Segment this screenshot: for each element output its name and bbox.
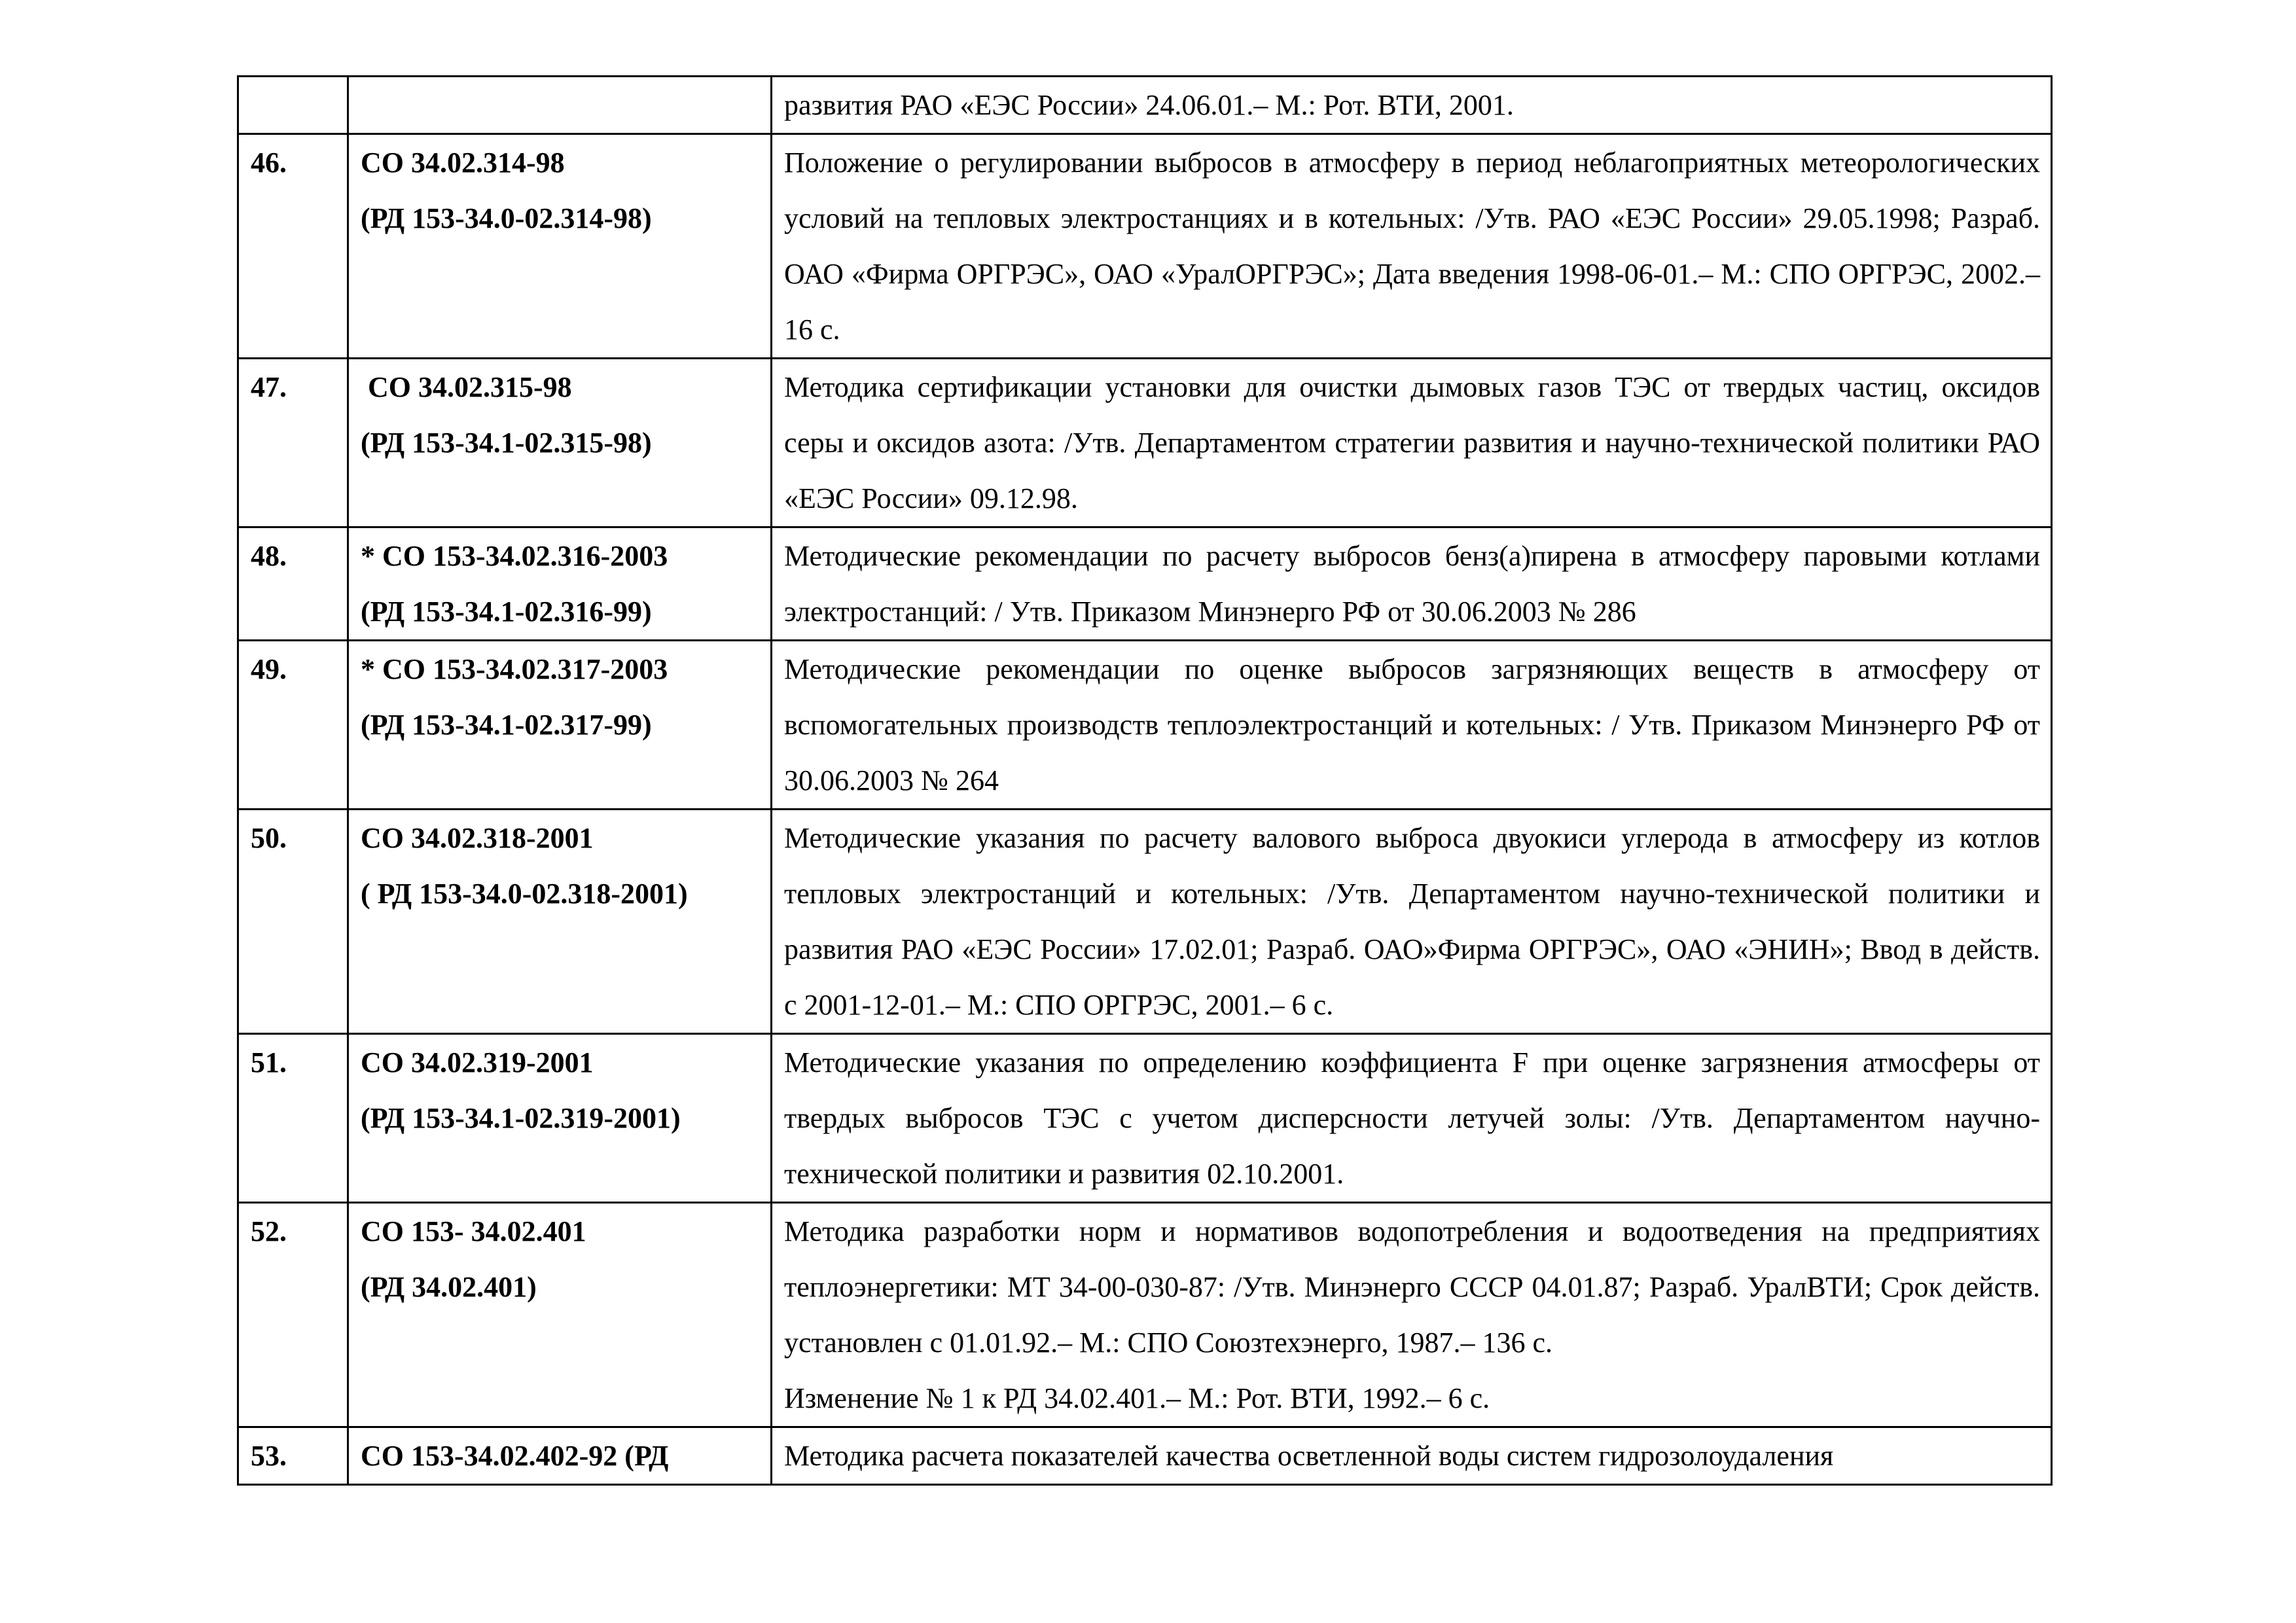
document-code-alt: (РД 153-34.1-02.316-99) <box>361 596 652 628</box>
document-description-cell <box>772 1203 2052 1427</box>
document-amendment: Изменение № 1 к РД 34.02.401.– М.: Рот. ВТИ, 1992.– 6 с. <box>784 1382 1490 1414</box>
standards-table <box>237 75 2053 1486</box>
document-description: Методические рекомендации по оценке выбросов загрязняющих веществ в атмосферу от вспомогательных производств теплоэлектростанций и котельных: / Утв. Приказом Минэнерго РФ от 30.06.2003 № 264 <box>784 653 2040 796</box>
document-code: СО 34.02.314-98 <box>361 147 565 179</box>
document-description: Положение о регулировании выбросов в атмосферу в период неблагоприятных метеорологических условий на тепловых электростанциях и в котельных: /Утв. РАО «ЕЭС России» 29.05.1998; Разраб. ОАО «Фирма ОРГРЭС», ОАО «УралОРГРЭС»; Дата введения 1998-06-01.– М.: СПО ОРГРЭС, 2002.– 16 с. <box>784 147 2040 346</box>
document-description: Методические указания по расчету валового выброса двуокиси углерода в атмосферу из котлов тепловых электростанций и котельных: /Утв. Департаментом научно-технической политики и развития РАО «ЕЭС России» 17.02.01; Разраб. ОАО»Фирма ОРГРЭС», ОАО «ЭНИН»; Ввод в действ. с 2001-12-01.– М.: СПО ОРГРЭС, 2001.– 6 с. <box>784 822 2040 1021</box>
document-description-cell <box>772 1034 2052 1203</box>
table-row <box>238 1427 2052 1485</box>
document-description-cell <box>772 1427 2052 1485</box>
table-row <box>238 810 2052 1034</box>
document-code-alt: (РД 153-34.1-02.317-99) <box>361 709 652 741</box>
table-row <box>238 527 2052 641</box>
document-code-alt: (РД 153-34.1-02.319-2001) <box>361 1102 681 1134</box>
document-code: СО 153- 34.02.401 <box>361 1215 586 1247</box>
document-description: Методика сертификации установки для очистки дымовых газов ТЭС от твердых частиц, оксидов серы и оксидов азота: /Утв. Департаментом стратегии развития и научно-технической политики РАО «ЕЭС России» 09.12.98. <box>784 371 2040 514</box>
document-description: Методика разработки норм и нормативов водопотребления и водоотведения на предприятиях теплоэнергетики: МТ 34-00-030-87: /Утв. Минэнерго СССР 04.01.87; Разраб. УралВТИ; Срок действ. установлен с 01.01.92.– М.: СПО Союзтехэнерго, 1987.– 136 с. <box>784 1215 2040 1359</box>
document-code: СО 34.02.319-2001 <box>361 1046 594 1079</box>
document-description: Методические указания по определению коэффициента F при оценке загрязнения атмосферы от твердых выбросов ТЭС с учетом дисперсности летучей золы: /Утв. Департаментом научно-технической политики и развития 02.10.2001. <box>784 1046 2041 1190</box>
document-code-cell <box>348 359 772 527</box>
table-row <box>238 1203 2052 1427</box>
document-code-cell <box>348 1427 772 1485</box>
row-number: 46. <box>238 134 348 359</box>
row-number <box>238 77 348 134</box>
table-body <box>238 77 2052 1485</box>
document-description-cell <box>772 641 2052 810</box>
document-code-cell <box>348 810 772 1034</box>
document-code-cell <box>348 77 772 134</box>
table-row <box>238 77 2052 134</box>
document-code: СО 34.02.315-98 <box>361 371 572 403</box>
document-code: СО 153-34.02.402-92 (РД <box>361 1440 669 1472</box>
row-number: 51. <box>238 1034 348 1203</box>
row-number: 50. <box>238 810 348 1034</box>
row-number: 53. <box>238 1427 348 1485</box>
document-code-cell <box>348 641 772 810</box>
row-number: 52. <box>238 1203 348 1427</box>
table-row <box>238 1034 2052 1203</box>
table-row <box>238 641 2052 810</box>
row-number: 48. <box>238 527 348 641</box>
document-code-alt: ( РД 153-34.0-02.318-2001) <box>361 878 688 910</box>
document-description: Методические рекомендации по расчету выбросов бенз(а)пирена в атмосферу паровыми котлами электростанций: / Утв. Приказом Минэнерго РФ от 30.06.2003 № 286 <box>784 540 2040 628</box>
document-description-cell <box>772 527 2052 641</box>
document-code-cell <box>348 1034 772 1203</box>
document-code-cell <box>348 527 772 641</box>
document-code-alt: (РД 34.02.401) <box>361 1271 537 1303</box>
row-number: 49. <box>238 641 348 810</box>
document-description-cell <box>772 359 2052 527</box>
document-description-cell <box>772 810 2052 1034</box>
document-description-cell <box>772 77 2052 134</box>
document-code-alt: (РД 153-34.1-02.315-98) <box>361 427 652 459</box>
row-number: 47. <box>238 359 348 527</box>
document-code: * СО 153-34.02.316-2003 <box>361 540 668 572</box>
table-row <box>238 134 2052 359</box>
document-description: Методика расчета показателей качества осветленной воды систем гидрозолоудаления <box>784 1440 1834 1472</box>
document-code-alt: (РД 153-34.0-02.314-98) <box>361 202 652 234</box>
document-code: СО 34.02.318-2001 <box>361 822 594 854</box>
document-code-cell <box>348 134 772 359</box>
document-code: * СО 153-34.02.317-2003 <box>361 653 668 685</box>
document-code-cell <box>348 1203 772 1427</box>
table-row <box>238 359 2052 527</box>
document-description-cell <box>772 134 2052 359</box>
document-description: развития РАО «ЕЭС России» 24.06.01.– М.: Рот. ВТИ, 2001. <box>784 89 1514 121</box>
